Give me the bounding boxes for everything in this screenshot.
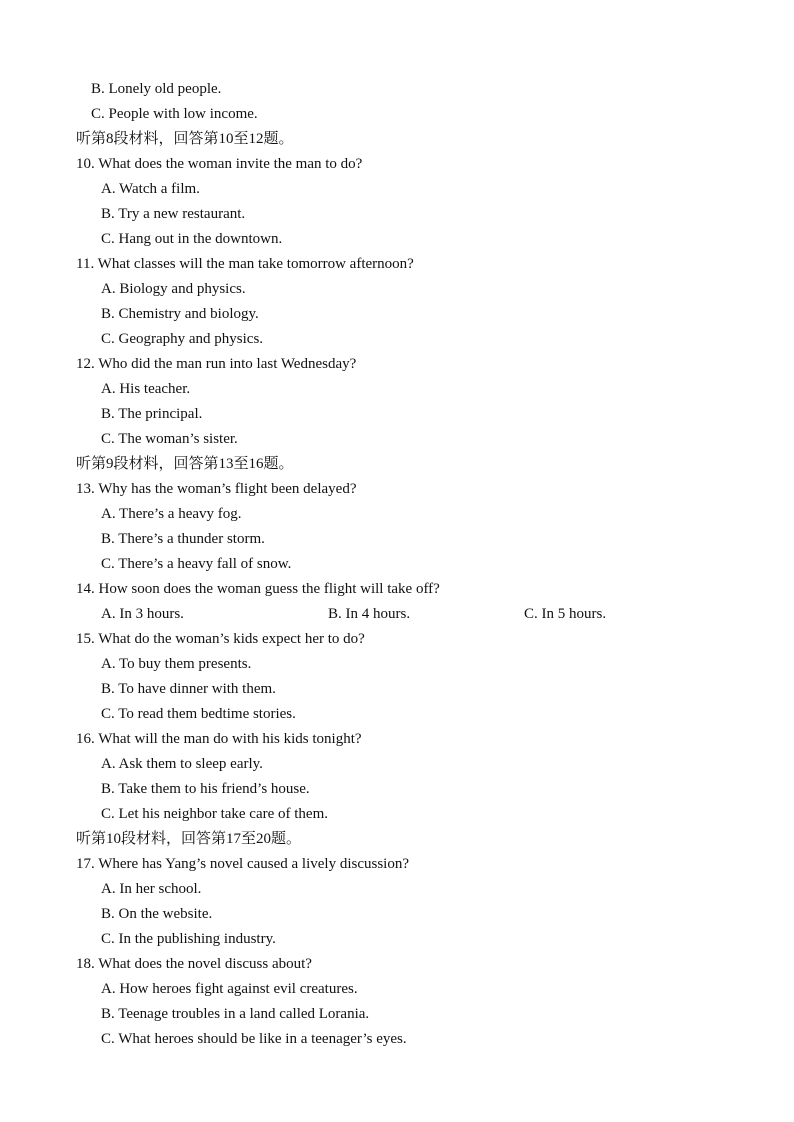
q15-option-a: A. To buy them presents. (101, 656, 252, 672)
q12-option-c: C. The woman’s sister. (101, 431, 238, 447)
q14-option-b: B. In 4 hours. (328, 606, 411, 622)
q11-option-c: C. Geography and physics. (101, 331, 264, 347)
q11-option-a: A. Biology and physics. (101, 281, 246, 297)
q13-option-c: C. There’s a heavy fall of snow. (101, 556, 292, 572)
q17-option-b: B. On the website. (101, 906, 213, 922)
question-15: 15. What do the woman’s kids expect her to do? (76, 631, 365, 647)
q14-option-c: C. In 5 hours. (524, 606, 607, 622)
q10-option-b: B. Try a new restaurant. (101, 206, 246, 222)
q10-option-a: A. Watch a film. (101, 181, 200, 197)
question-10: 10. What does the woman invite the man to do? (76, 156, 363, 172)
question-17: 17. Where has Yang’s novel caused a lively discussion? (76, 856, 409, 872)
question-13: 13. Why has the woman’s flight been delayed? (76, 481, 357, 497)
section-heading-10: 听第10段材料，回答第17至20题。 (76, 831, 302, 847)
q10-option-c: C. Hang out in the downtown. (101, 231, 283, 247)
q15-option-b: B. To have dinner with them. (101, 681, 276, 697)
question-12: 12. Who did the man run into last Wednesday? (76, 356, 357, 372)
q16-option-b: B. Take them to his friend’s house. (101, 781, 310, 797)
q14-option-a: A. In 3 hours. (101, 606, 184, 622)
q18-option-c: C. What heroes should be like in a teenager’s eyes. (101, 1031, 407, 1047)
section-heading-8: 听第8段材料，回答第10至12题。 (76, 131, 294, 147)
q11-option-b: B. Chemistry and biology. (101, 306, 259, 322)
q14-options (0, 604, 794, 624)
question-16: 16. What will the man do with his kids tonight? (76, 731, 362, 747)
q16-option-c: C. Let his neighbor take care of them. (101, 806, 329, 822)
question-11: 11. What classes will the man take tomorrow afternoon? (76, 256, 414, 272)
q9-option-c: C. People with low income. (91, 106, 258, 122)
q13-option-b: B. There’s a thunder storm. (101, 531, 265, 547)
q16-option-a: A. Ask them to sleep early. (101, 756, 263, 772)
q18-option-b: B. Teenage troubles in a land called Lorania. (101, 1006, 370, 1022)
q12-option-a: A. His teacher. (101, 381, 191, 397)
question-18: 18. What does the novel discuss about? (76, 956, 312, 972)
q18-option-a: A. How heroes fight against evil creatures. (101, 981, 358, 997)
q17-option-a: A. In her school. (101, 881, 202, 897)
q12-option-b: B. The principal. (101, 406, 203, 422)
q9-option-b: B. Lonely old people. (91, 81, 222, 97)
q13-option-a: A. There’s a heavy fog. (101, 506, 242, 522)
q15-option-c: C. To read them bedtime stories. (101, 706, 296, 722)
q17-option-c: C. In the publishing industry. (101, 931, 276, 947)
question-14: 14. How soon does the woman guess the flight will take off? (76, 581, 440, 597)
section-heading-9: 听第9段材料，回答第13至16题。 (76, 456, 294, 472)
